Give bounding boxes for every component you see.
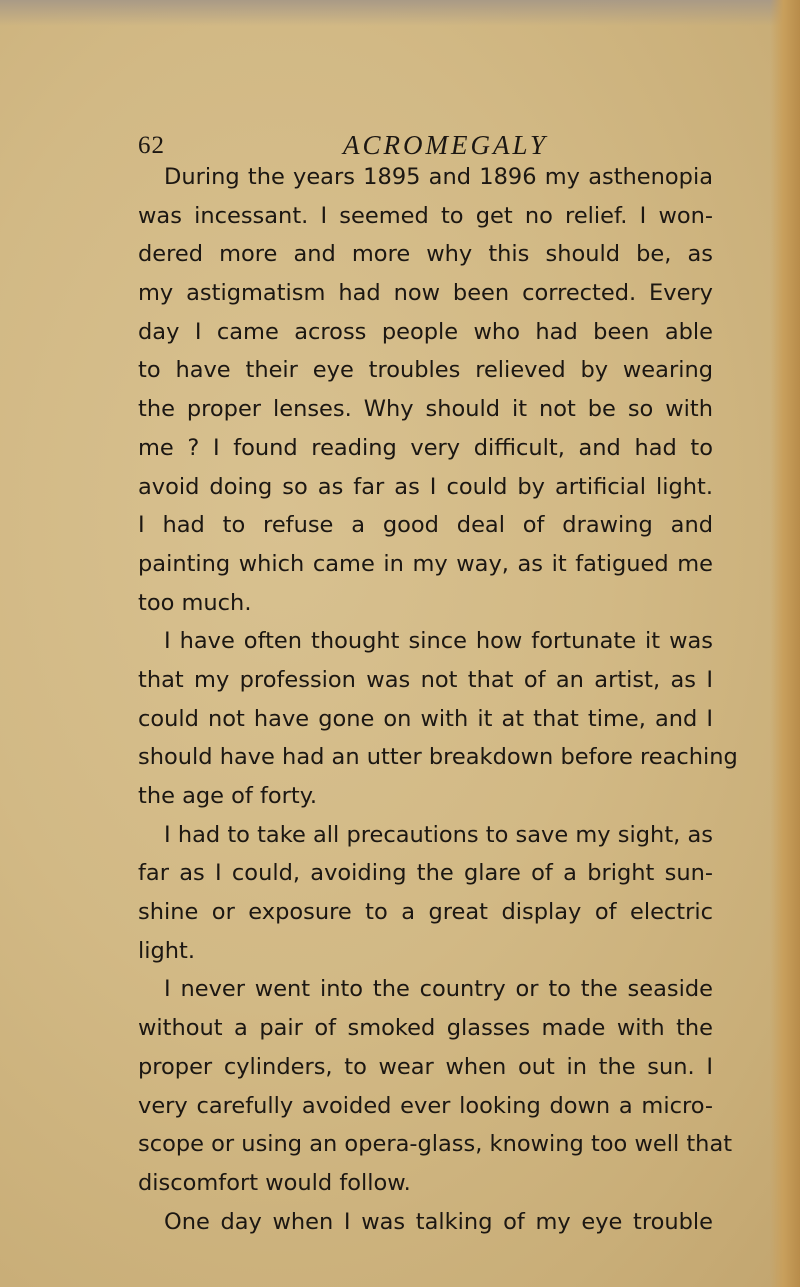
- text-line: should have had an utter breakdown before reaching: [138, 744, 738, 771]
- text-line: was incessant. I seemed to get no relief. I won-: [138, 202, 713, 229]
- page-edge: [770, 0, 800, 1287]
- text-line: could not have gone on with it at that time, and I: [138, 705, 713, 732]
- text-line: that my profession was not that of an artist, as I: [138, 666, 713, 693]
- text-line: During the years 1895 and 1896 my asthenopia: [164, 164, 713, 190]
- text-line: day I came across people who had been able: [138, 318, 713, 345]
- text-line: I have often thought since how fortunate it was: [164, 628, 713, 655]
- text-line: scope or using an opera-glass, knowing too well that: [138, 1131, 733, 1158]
- text-line: to have their eye troubles relieved by wearing: [138, 357, 713, 384]
- running-title: ACROMEGALY: [343, 130, 548, 160]
- text-line: I never went into the country or to the seaside: [164, 976, 713, 1003]
- text-line: very carefully avoided ever looking down a micro-: [138, 1092, 713, 1119]
- text-line: shine or exposure to a great display of electric: [138, 899, 713, 926]
- text-line: I had to take all precautions to save my sight, as: [164, 821, 713, 848]
- text-line: my astigmatism had now been corrected. Every: [138, 280, 713, 307]
- text-line: proper cylinders, to wear when out in the sun. I: [138, 1053, 713, 1080]
- text-line: the age of forty.: [138, 783, 318, 809]
- text-line: far as I could, avoiding the glare of a bright sun-: [138, 860, 713, 887]
- text-line: without a pair of smoked glasses made with the: [138, 1015, 713, 1042]
- text-line: me ? I found reading very difficult, and had to: [138, 434, 713, 461]
- body-text: [138, 158, 738, 1241]
- text-line: light.: [138, 937, 196, 964]
- top-shadow: [0, 0, 800, 26]
- text-line: avoid doing so as far as I could by artificial light.: [138, 473, 713, 500]
- text-line: I had to refuse a good deal of drawing and: [138, 512, 713, 539]
- page-number: 62: [138, 132, 165, 159]
- text-line: painting which came in my way, as it fatigued me: [138, 550, 713, 577]
- text-line: too much.: [138, 589, 252, 616]
- text-line: One day when I was talking of my eye trouble: [164, 1208, 713, 1235]
- text-line: the proper lenses. Why should it not be so with: [138, 396, 713, 423]
- text-line: discomfort would follow.: [138, 1169, 411, 1196]
- text-line: dered more and more why this should be, as: [138, 241, 713, 268]
